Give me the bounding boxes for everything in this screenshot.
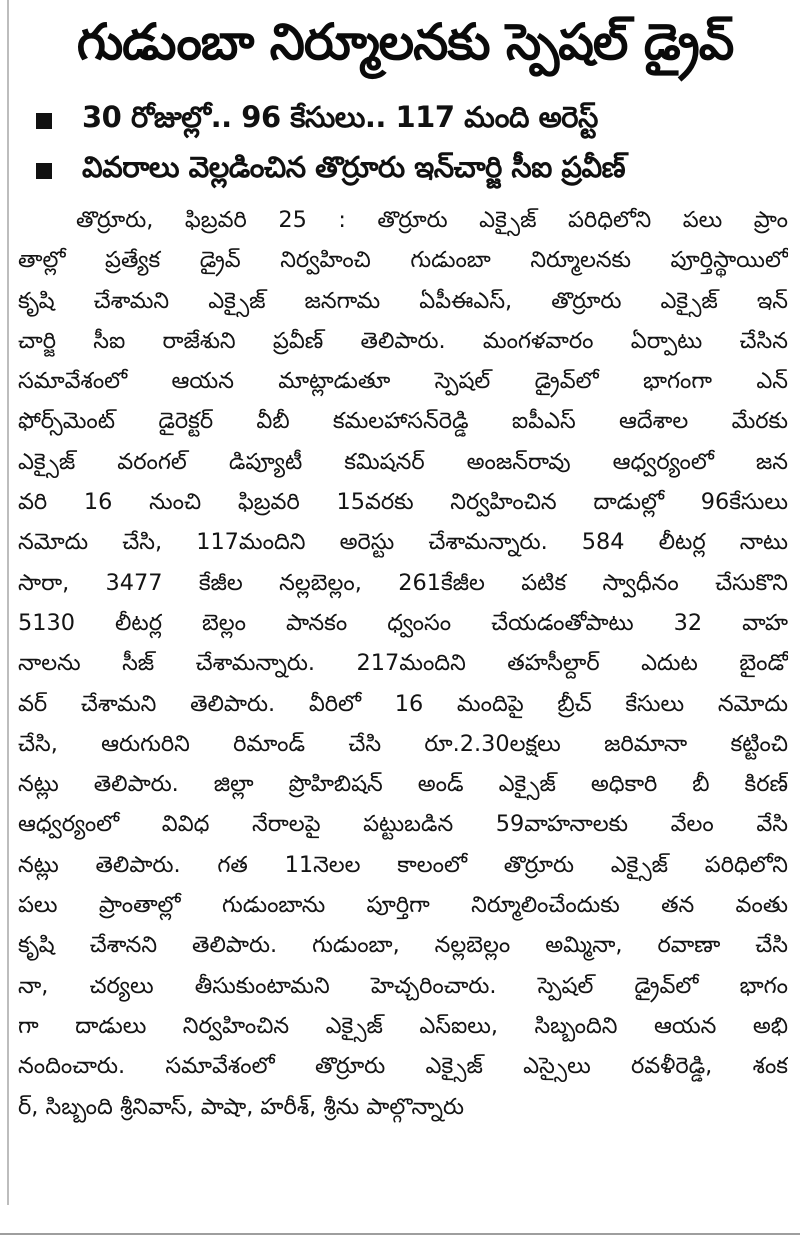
article-body-line: వర్ చేశామని తెలిపారు. వీరిలో 16 మందిపై బ్రీచ్ కేసులు నమోదు: [18, 690, 788, 717]
article-body-line: ర్, సిబ్బంది శ్రీనివాస్, పాషా, హరీశ్, శ్రీను పాల్గొన్నారు: [18, 1093, 465, 1120]
article-body-line: వరి 16 నుంచి ఫిబ్రవరి 15వరకు నిర్వహించిన దాడుల్లో 96కేసులు: [18, 489, 788, 516]
article-body-line: ఆధ్వర్యంలో వివిధ నేరాలపై పట్టుబడిన 59వాహనాలకు వేలం వేసి: [18, 811, 788, 838]
article-body-line: నమోదు చేసి, 117మందిని అరెస్టు చేశామన్నారు. 584 లీటర్ల నాటు: [18, 529, 788, 556]
article-body-line: నట్లు తెలిపారు. జిల్లా ప్రొహిబిషన్ అండ్ ఎక్సైజ్ అధికారి బీ కిరణ్: [18, 771, 788, 798]
article-body-line: నా, చర్యలు తీసుకుంటామని హెచ్చరించారు. స్పెషల్ డ్రైవ్‌లో భాగం: [18, 972, 788, 999]
left-column-rule: [7, 0, 9, 1205]
subheadline-1: [36, 98, 598, 144]
square-bullet-icon: [36, 113, 52, 129]
article-body-line: 5130 లీటర్ల బెల్లం పానకం ధ్వంసం చేయడంతోపాటు 32 వాహ: [18, 609, 788, 636]
article-body-line: చేసి, ఆరుగురిని రిమాండ్ చేసి రూ.2.30లక్షలు జరిమానా కట్టించి: [18, 730, 788, 757]
article-body: [18, 200, 788, 1127]
article-headline: గుడుంబా నిర్మూలనకు స్పెషల్ డ్రైవ్: [76, 12, 734, 71]
article-body-line: సమావేశంలో ఆయన మాట్లాడుతూ స్పెషల్ డ్రైవ్‌లో భాగంగా ఎన్: [18, 368, 788, 395]
article-body-line: నందించారు. సమావేశంలో తొర్రూరు ఎక్సైజ్ ఎస్సైలు రవళీరెడ్డి, శంక: [18, 1053, 788, 1080]
article-body-line: కృషి చేశామని ఎక్సైజ్ జనగామ ఏపీఈఎస్, తొర్రూరు ఎక్సైజ్ ఇన్: [18, 287, 788, 314]
article-body-line: నాలను సీజ్ చేశామన్నారు. 217మందిని తహసీల్దార్ ఎదుట బైండో: [18, 650, 788, 677]
article-body-line: కృషి చేశానని తెలిపారు. గుడుంబా, నల్లబెల్లం అమ్మినా, రవాణా చేసి: [18, 932, 788, 959]
subheadline-2: [36, 148, 625, 194]
subheadline-text: 30 రోజుల్లో.. 96 కేసులు.. 117 మంది అరెస్ట్: [82, 100, 598, 134]
article-body-line: సారా, 3477 కేజీల నల్లబెల్లం, 261కేజీల పటిక స్వాధీనం చేసుకొని: [18, 569, 788, 596]
article-body-line: ఎక్సైజ్ వరంగల్ డిప్యూటీ కమిషనర్ అంజన్‌రావు ఆధ్వర్యంలో జన: [18, 448, 788, 475]
bottom-rule: [0, 1233, 800, 1235]
article-body-line: పలు ప్రాంతాల్లో గుడుంబాను పూర్తిగా నిర్మూలించేందుకు తన వంతు: [18, 892, 788, 919]
article-body-line: గా దాడులు నిర్వహించిన ఎక్సైజ్ ఎస్ఐలు, సిబ్బందిని ఆయన అభి: [18, 1012, 788, 1039]
article-body-line: చార్జి సీఐ రాజేశుని ప్రవీణ్ తెలిపారు. మంగళవారం ఏర్పాటు చేసిన: [18, 327, 788, 354]
square-bullet-icon: [36, 163, 52, 179]
subheadline-text: వివరాలు వెల్లడించిన తొర్రూరు ఇన్‌చార్జి సీఐ ప్రవీణ్: [82, 150, 626, 184]
article-body-line: ఫోర్స్‌మెంట్ డైరెక్టర్ వీబీ కమలహాసన్‌రెడ్డి ఐపీఎస్ ఆదేశాల మేరకు: [18, 408, 788, 435]
article-body-line: తొర్రూరు, ఫిబ్రవరి 25 : తొర్రూరు ఎక్సైజ్ పరిధిలోని పలు ప్రాం: [76, 207, 788, 233]
article-body-line: నట్లు తెలిపారు. గత 11నెలల కాలంలో తొర్రూరు ఎక్సైజ్ పరిధిలోని: [18, 851, 788, 878]
article-body-line: తాల్లో ప్రత్యేక డ్రైవ్ నిర్వహించి గుడుంబా నిర్మూలనకు పూర్తిస్థాయిలో: [18, 247, 788, 274]
